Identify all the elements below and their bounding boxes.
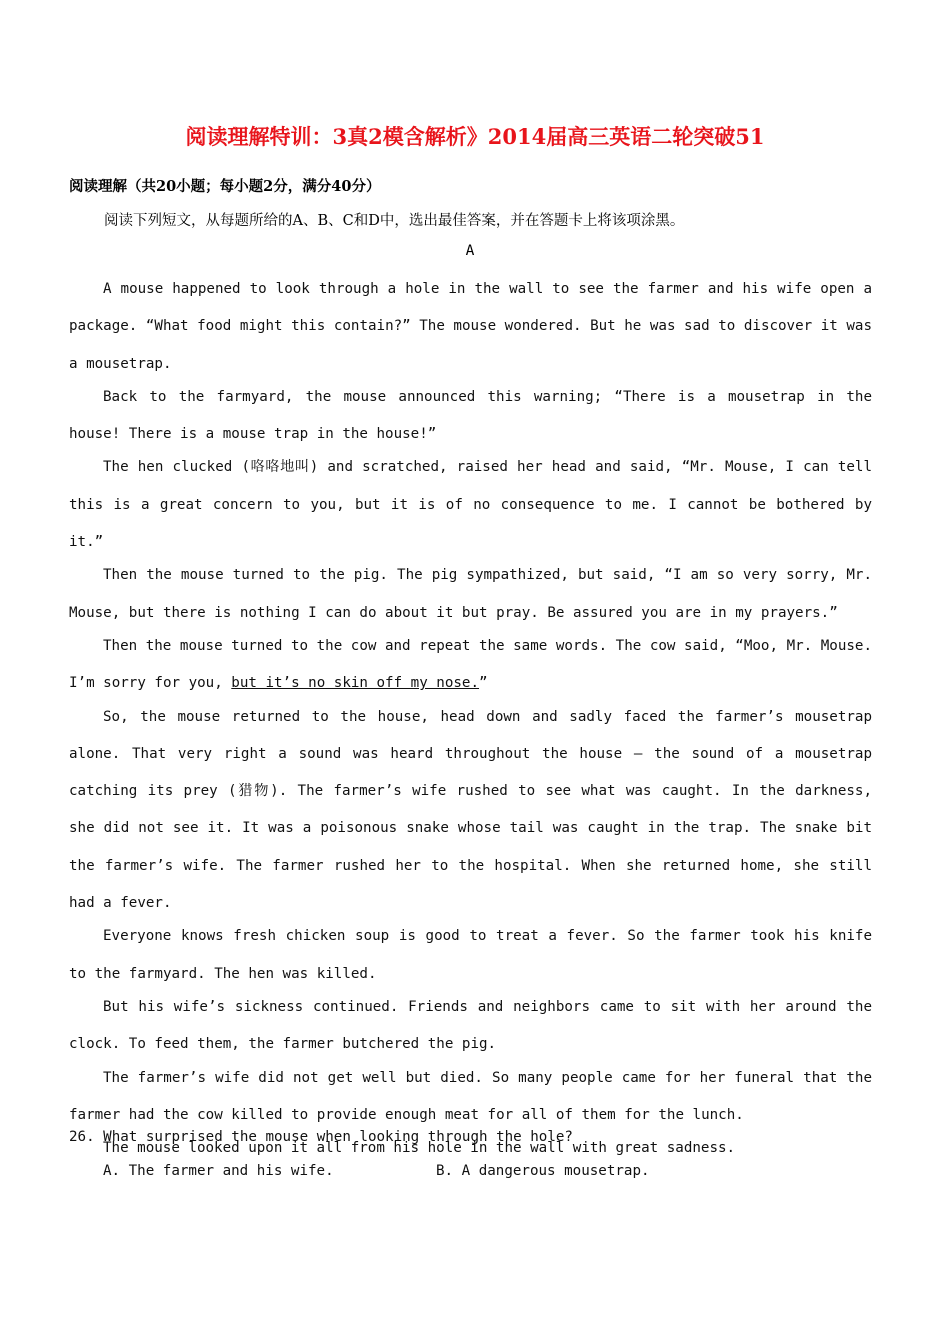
paragraph: The farmer’s wife did not get well but died. So many people came for her funeral that the farmer had the cow killed to provide enough meat for all of them for the lunch.	[69, 1069, 872, 1123]
paragraph: Back to the farmyard, the mouse announced this warning; “There is a mousetrap in the house! There is a mouse trap in the house!”	[69, 388, 872, 443]
paragraph-text: Then the mouse turned to the cow and repeat the same words. The cow said, “Moo, Mr. Mouse. I’m sorry for you,	[69, 637, 872, 692]
paragraph: So, the mouse returned to the house, head down and sadly faced the farmer’s mousetrap alone. That very right a sound was heard throughout the house – the sound of a mousetrap catching its prey (猎物). The farmer’s wife rushed to see what was caught. In the darkness, she did not see it. It was a poisonous snake whose tail was caught in the trap. The snake bit the farmer’s wife. The farmer rushed her to the hospital. When she returned home, she still had a fever.	[69, 708, 872, 912]
paragraph-text: ”	[479, 675, 488, 692]
question-text: 26. What surprised the mouse when looking through the hole?	[69, 1129, 573, 1145]
passage-body	[69, 271, 872, 1163]
question-options	[103, 1163, 650, 1179]
paragraph: But his wife’s sickness continued. Friends and neighbors came to sit with her around the clock. To feed them, the farmer butchered the pig.	[69, 998, 872, 1053]
paragraph: The hen clucked (咯咯地叫) and scratched, raised her head and said, “Mr. Mouse, I can tell this is a great concern to you, but it is of no consequence to me. I cannot be bothered by it.”	[69, 459, 872, 551]
paragraph	[69, 628, 872, 703]
paragraph: Everyone knows fresh chicken soup is good to treat a fever. So the farmer took his knife to the farmyard. The hen was killed.	[69, 928, 872, 982]
instructions: 阅读下列短文，从每题所给的A、B、C和D中，选出最佳答案，并在答题卡上将该项涂黑。	[104, 213, 685, 229]
underlined-phrase: but it’s no skin off my nose.	[231, 675, 480, 692]
document-title: 阅读理解特训：3真2模含解析》2014届高三英语二轮突破51	[185, 124, 765, 149]
passage-label: A	[465, 243, 475, 259]
paragraph: A mouse happened to look through a hole in the wall to see the farmer and his wife open a package. “What food might this contain?” The mouse wondered. But he was sad to discover it was a mousetrap.	[69, 281, 872, 372]
section-heading: 阅读理解（共20小题；每小题2分，满分40分）	[69, 178, 381, 195]
option-a: A. The farmer and his wife.	[103, 1163, 334, 1179]
paragraph: Then the mouse turned to the pig. The pig sympathized, but said, “I am so very sorry, Mr. Mouse, but there is nothing I can do about it but pray. Be assured you are in my prayers.”	[69, 567, 872, 621]
paragraph: The mouse looked upon it all from his hole in the wall with great sadness.	[103, 1140, 736, 1157]
option-b: B. A dangerous mousetrap.	[436, 1163, 650, 1179]
